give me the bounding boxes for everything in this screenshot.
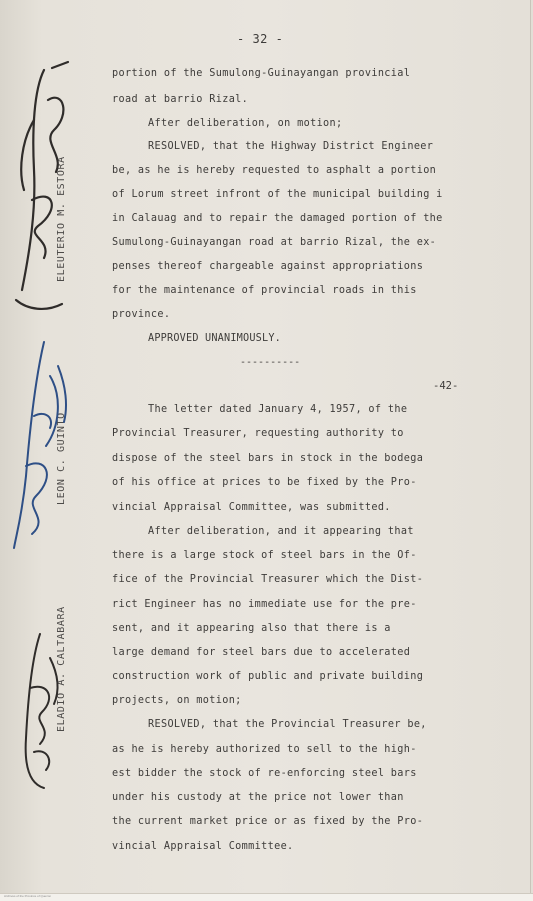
text-line: sent, and it appearing also that there is a	[112, 623, 391, 634]
text-line: the current market price or as fixed by the Pro-	[112, 816, 424, 827]
signature-caltabara	[10, 628, 70, 798]
text-line: for the maintenance of provincial roads in this	[112, 285, 417, 296]
text-line: RESOLVED, that the Highway District Engineer	[148, 141, 434, 152]
margin-name-caltabara: ELADIO A. CALTABARA	[56, 606, 67, 732]
text-line: After deliberation, on motion;	[148, 118, 343, 129]
text-line: rict Engineer has no immediate use for the pre-	[112, 599, 417, 610]
text-line: vincial Appraisal Committee, was submitted.	[112, 502, 391, 513]
text-line: Sumulong-Guinayangan road at barrio Rizal, the ex-	[112, 237, 437, 248]
text-line: construction work of public and private building	[112, 671, 424, 682]
text-line: After deliberation, and it appearing that	[148, 526, 414, 537]
text-line: under his custody at the price not lower than	[112, 792, 404, 803]
approved-note: APPROVED UNANIMOUSLY.	[148, 333, 282, 344]
text-line: of his office at prices to be fixed by the Pro-	[112, 477, 417, 488]
item-number: -42-	[433, 380, 459, 392]
text-line: portion of the Sumulong-Guinayangan provincial	[112, 68, 411, 79]
text-line: The letter dated January 4, 1957, of the	[148, 404, 408, 415]
text-line: Provincial Treasurer, requesting authority to	[112, 428, 404, 439]
signature-guinto	[6, 336, 76, 556]
text-line: fice of the Provincial Treasurer which the Dist-	[112, 574, 424, 585]
text-line: vincial Appraisal Committee.	[112, 841, 294, 852]
text-line: province.	[112, 309, 171, 320]
text-line: as he is hereby authorized to sell to the high-	[112, 744, 417, 755]
text-line: in Calauag and to repair the damaged portion of the	[112, 213, 443, 224]
text-line: projects, on motion;	[112, 695, 242, 706]
text-line: be, as he is hereby requested to asphalt a portion	[112, 165, 437, 176]
margin-name-guinto: LEON C. GUINTO	[56, 412, 67, 505]
text-line: dispose of the steel bars in stock in the bodega	[112, 453, 424, 464]
text-line: large demand for steel bars due to accelerated	[112, 647, 411, 658]
margin-name-estora: ELEUTERIO M. ESTORA	[56, 156, 67, 282]
text-line: road at barrio Rizal.	[112, 94, 249, 105]
text-line: of Lorum street infront of the municipal building i	[112, 189, 443, 200]
text-line: RESOLVED, that the Provincial Treasurer be,	[148, 719, 427, 730]
footer-text: Archives of the Province of Quezon	[4, 894, 52, 898]
signature-estora	[4, 60, 84, 330]
section-separator: ----------	[240, 357, 301, 368]
text-line: est bidder the stock of re-enforcing steel bars	[112, 768, 417, 779]
text-line: there is a large stock of steel bars in the Of-	[112, 550, 417, 561]
page-number: - 32 -	[237, 32, 284, 46]
text-line: penses thereof chargeable against appropriations	[112, 261, 424, 272]
